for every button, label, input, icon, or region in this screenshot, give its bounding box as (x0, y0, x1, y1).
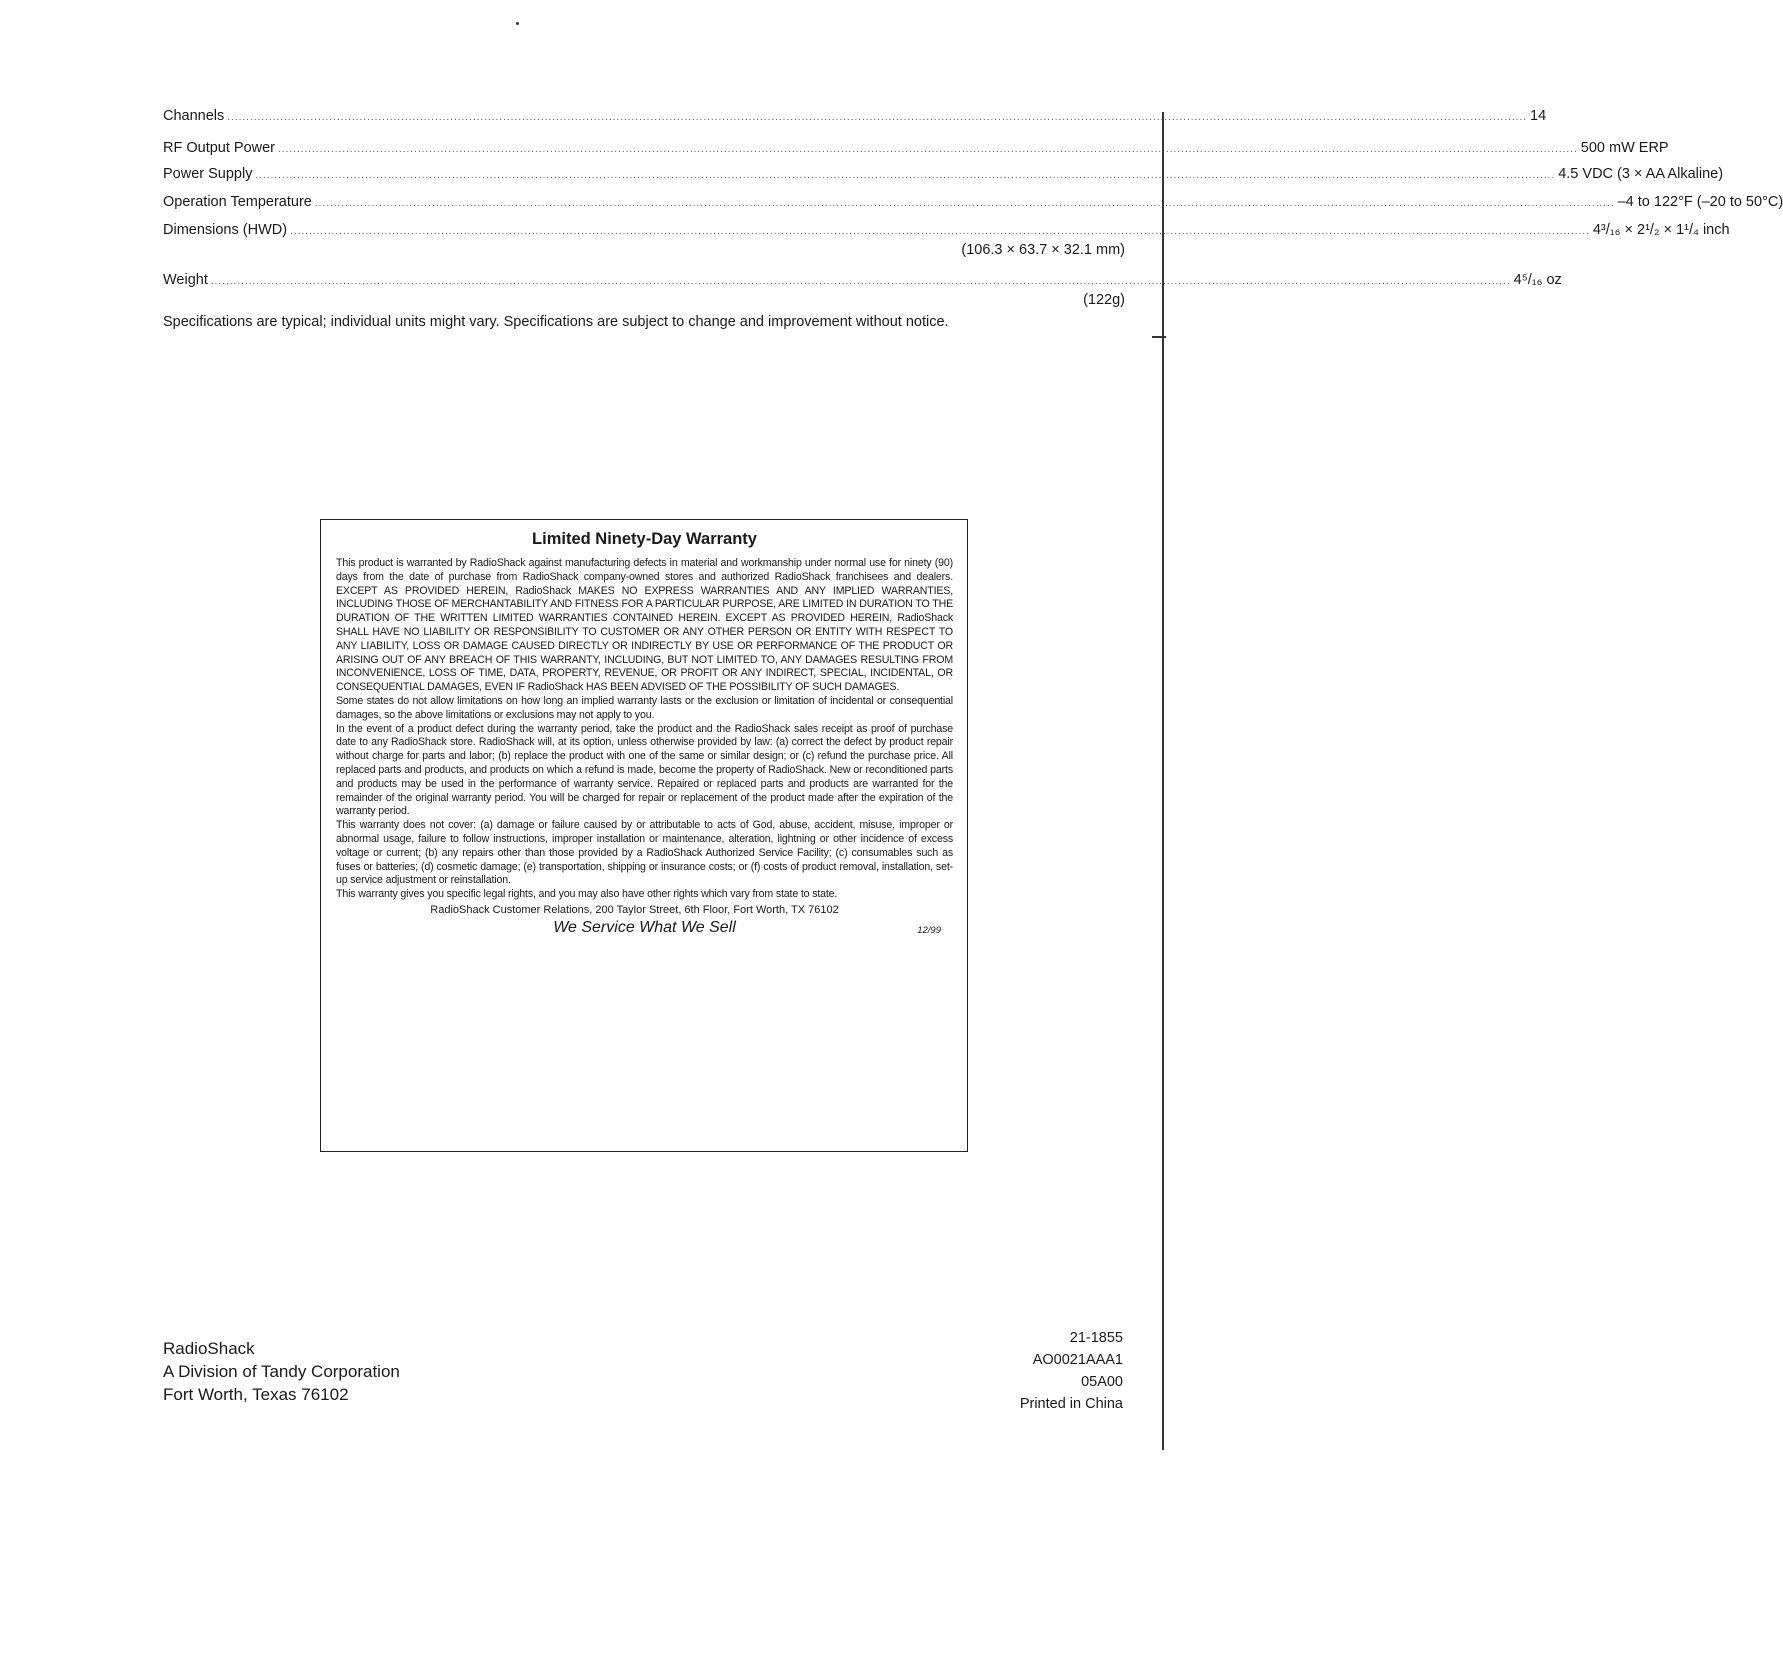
spec-row-dimensions (163, 222, 1730, 238)
spec-value: 4.5 VDC (3 × AA Alkaline) (1558, 166, 1724, 182)
spec-label: Weight (163, 272, 208, 288)
spec-label: Dimensions (HWD) (163, 222, 288, 238)
spec-row-operation-temperature (163, 194, 1783, 210)
spec-value: 4⁵/₁₆ oz (1513, 272, 1562, 288)
warranty-box (320, 519, 968, 1152)
scan-speck (516, 22, 519, 25)
spec-value: 4³/₁₆ × 2¹/₂ × 1¹/₄ inch (1592, 222, 1730, 238)
company-name: RadioShack (163, 1339, 255, 1358)
company-block (163, 1337, 400, 1406)
warranty-body (336, 557, 953, 902)
company-division: A Division of Tandy Corporation (163, 1362, 400, 1381)
warranty-paragraph: Some states do not allow limitations on how long an implied warranty lasts or the exclusion or limitation of incidental or consequential damages, so the above limitations or exclusions may not apply to you. (336, 694, 953, 721)
revision-code: 05A00 (1081, 1374, 1123, 1390)
warranty-paragraph: This warranty gives you specific legal rights, and you may also have other rights which vary from state to state. (336, 888, 838, 901)
spec-label: Channels (163, 108, 225, 124)
spec-row-power-supply (163, 166, 1724, 182)
spec-value: 500 mW ERP (1580, 140, 1669, 156)
document-codes (1020, 1327, 1123, 1415)
part-number: AO0021AAA1 (1032, 1352, 1123, 1368)
spec-value: 14 (1530, 108, 1547, 124)
spec-row-weight (163, 272, 1562, 288)
scan-edge-tick (1152, 336, 1166, 338)
dot-leader: ........................................................................................................................................................................................................................................................................................................................................................ (210, 276, 1511, 287)
specifications-note: Specifications are typical; individual units might vary. Specifications are subject to change and improvement without notice. (163, 314, 949, 330)
dot-leader: ........................................................................................................................................................................................................................................................................................................................................................ (278, 144, 1578, 155)
spec-row-channels (163, 108, 1547, 124)
warranty-paragraph: In the event of a product defect during the warranty period, take the product and the RadioShack sales receipt as proof of purchase date to any RadioShack store. RadioShack will, at its option, unless otherwise provided by law: (a) correct the defect by product repair without charge for parts and labor; (b) replace the product with one of the same or similar design; or (c) refund the purchase price. All replaced parts and products, and products on which a refund is made, become the property of RadioShack. New or reconditioned parts and products may be used in the performance of warranty service. Repaired or replaced parts and products are warranted for the remainder of the original warranty period. You will be charged for repair or replacement of the product made after the expiration of the warranty period. (336, 722, 953, 818)
warranty-slogan: We Service What We Sell (553, 918, 736, 936)
dot-leader: ........................................................................................................................................................................................................................................................................................................................................................ (227, 112, 1528, 123)
scan-edge-line (1162, 112, 1164, 1450)
spec-value-metric: (122g) (1083, 292, 1125, 308)
print-origin: Printed in China (1019, 1396, 1123, 1412)
dot-leader: ........................................................................................................................................................................................................................................................................................................................................................ (314, 198, 1615, 209)
warranty-paragraph: This warranty does not cover: (a) damage or failure caused by or attributable to acts of God, abuse, accident, misuse, improper or abnormal usage, failure to follow instructions, improper installation or maintenance, alteration, lightning or other incidence of excess voltage or current; (b) any repairs other than those provided by a RadioShack Authorized Service Facility; (c) consumables such as fuses or batteries; (d) cosmetic damage; (e) transportation, shipping or insurance costs; or (f) costs of product removal, installation, set-up service adjustment or reinstallation. (336, 819, 953, 887)
warranty-date-code: 12/99 (917, 924, 941, 936)
warranty-paragraph: This product is warranted by RadioShack against manufacturing defects in material and workmanship under normal use for ninety (90) days from the date of purchase from RadioShack company-owned stores and authorized RadioShack franchisees and dealers. EXCEPT AS PROVIDED HEREIN, RadioShack MAKES NO EXPRESS WARRANTIES AND ANY IMPLIED WARRANTIES, INCLUDING THOSE OF MERCHANTABILITY AND FITNESS FOR A PARTICULAR PURPOSE, ARE LIMITED IN DURATION TO THE DURATION OF THE WRITTEN LIMITED WARRANTIES CONTAINED HEREIN. EXCEPT AS PROVIDED HEREIN, RadioShack SHALL HAVE NO LIABILITY OR RESPONSIBILITY TO CUSTOMER OR ANY OTHER PERSON OR ENTITY WITH RESPECT TO ANY LIABILITY, LOSS OR DAMAGE CAUSED DIRECTLY OR INDIRECTLY BY USE OR PERFORMANCE OF THE PRODUCT OR ARISING OUT OF ANY BREACH OF THIS WARRANTY, INCLUDING, BUT NOT LIMITED TO, ANY DAMAGES RESULTING FROM INCONVENIENCE, LOSS OF TIME, DATA, PROPERTY, REVENUE, OR PROFIT OR ANY INDIRECT, SPECIAL, INCIDENTAL, OR CONSEQUENTIAL DAMAGES, EVEN IF RadioShack HAS BEEN ADVISED OF THE POSSIBILITY OF SUCH DAMAGES. (336, 557, 953, 694)
dot-leader: ........................................................................................................................................................................................................................................................................................................................................................ (255, 170, 1556, 181)
company-location: Fort Worth, Texas 76102 (163, 1385, 349, 1404)
spec-label: Power Supply (163, 166, 253, 182)
spec-row-rf-output-power (163, 140, 1669, 156)
spec-value: –4 to 122°F (–20 to 50°C) (1617, 194, 1783, 210)
warranty-footer (336, 919, 953, 943)
warranty-title: Limited Ninety-Day Warranty (532, 530, 757, 548)
spec-value-metric: (106.3 × 63.7 × 32.1 mm) (961, 242, 1125, 258)
dot-leader: ........................................................................................................................................................................................................................................................................................................................................................ (290, 226, 1590, 237)
spec-label: RF Output Power (163, 140, 276, 156)
model-number: 21-1855 (1069, 1330, 1123, 1346)
spec-label: Operation Temperature (163, 194, 312, 210)
warranty-address: RadioShack Customer Relations, 200 Taylor Street, 6th Floor, Fort Worth, TX 76102 (430, 903, 839, 916)
